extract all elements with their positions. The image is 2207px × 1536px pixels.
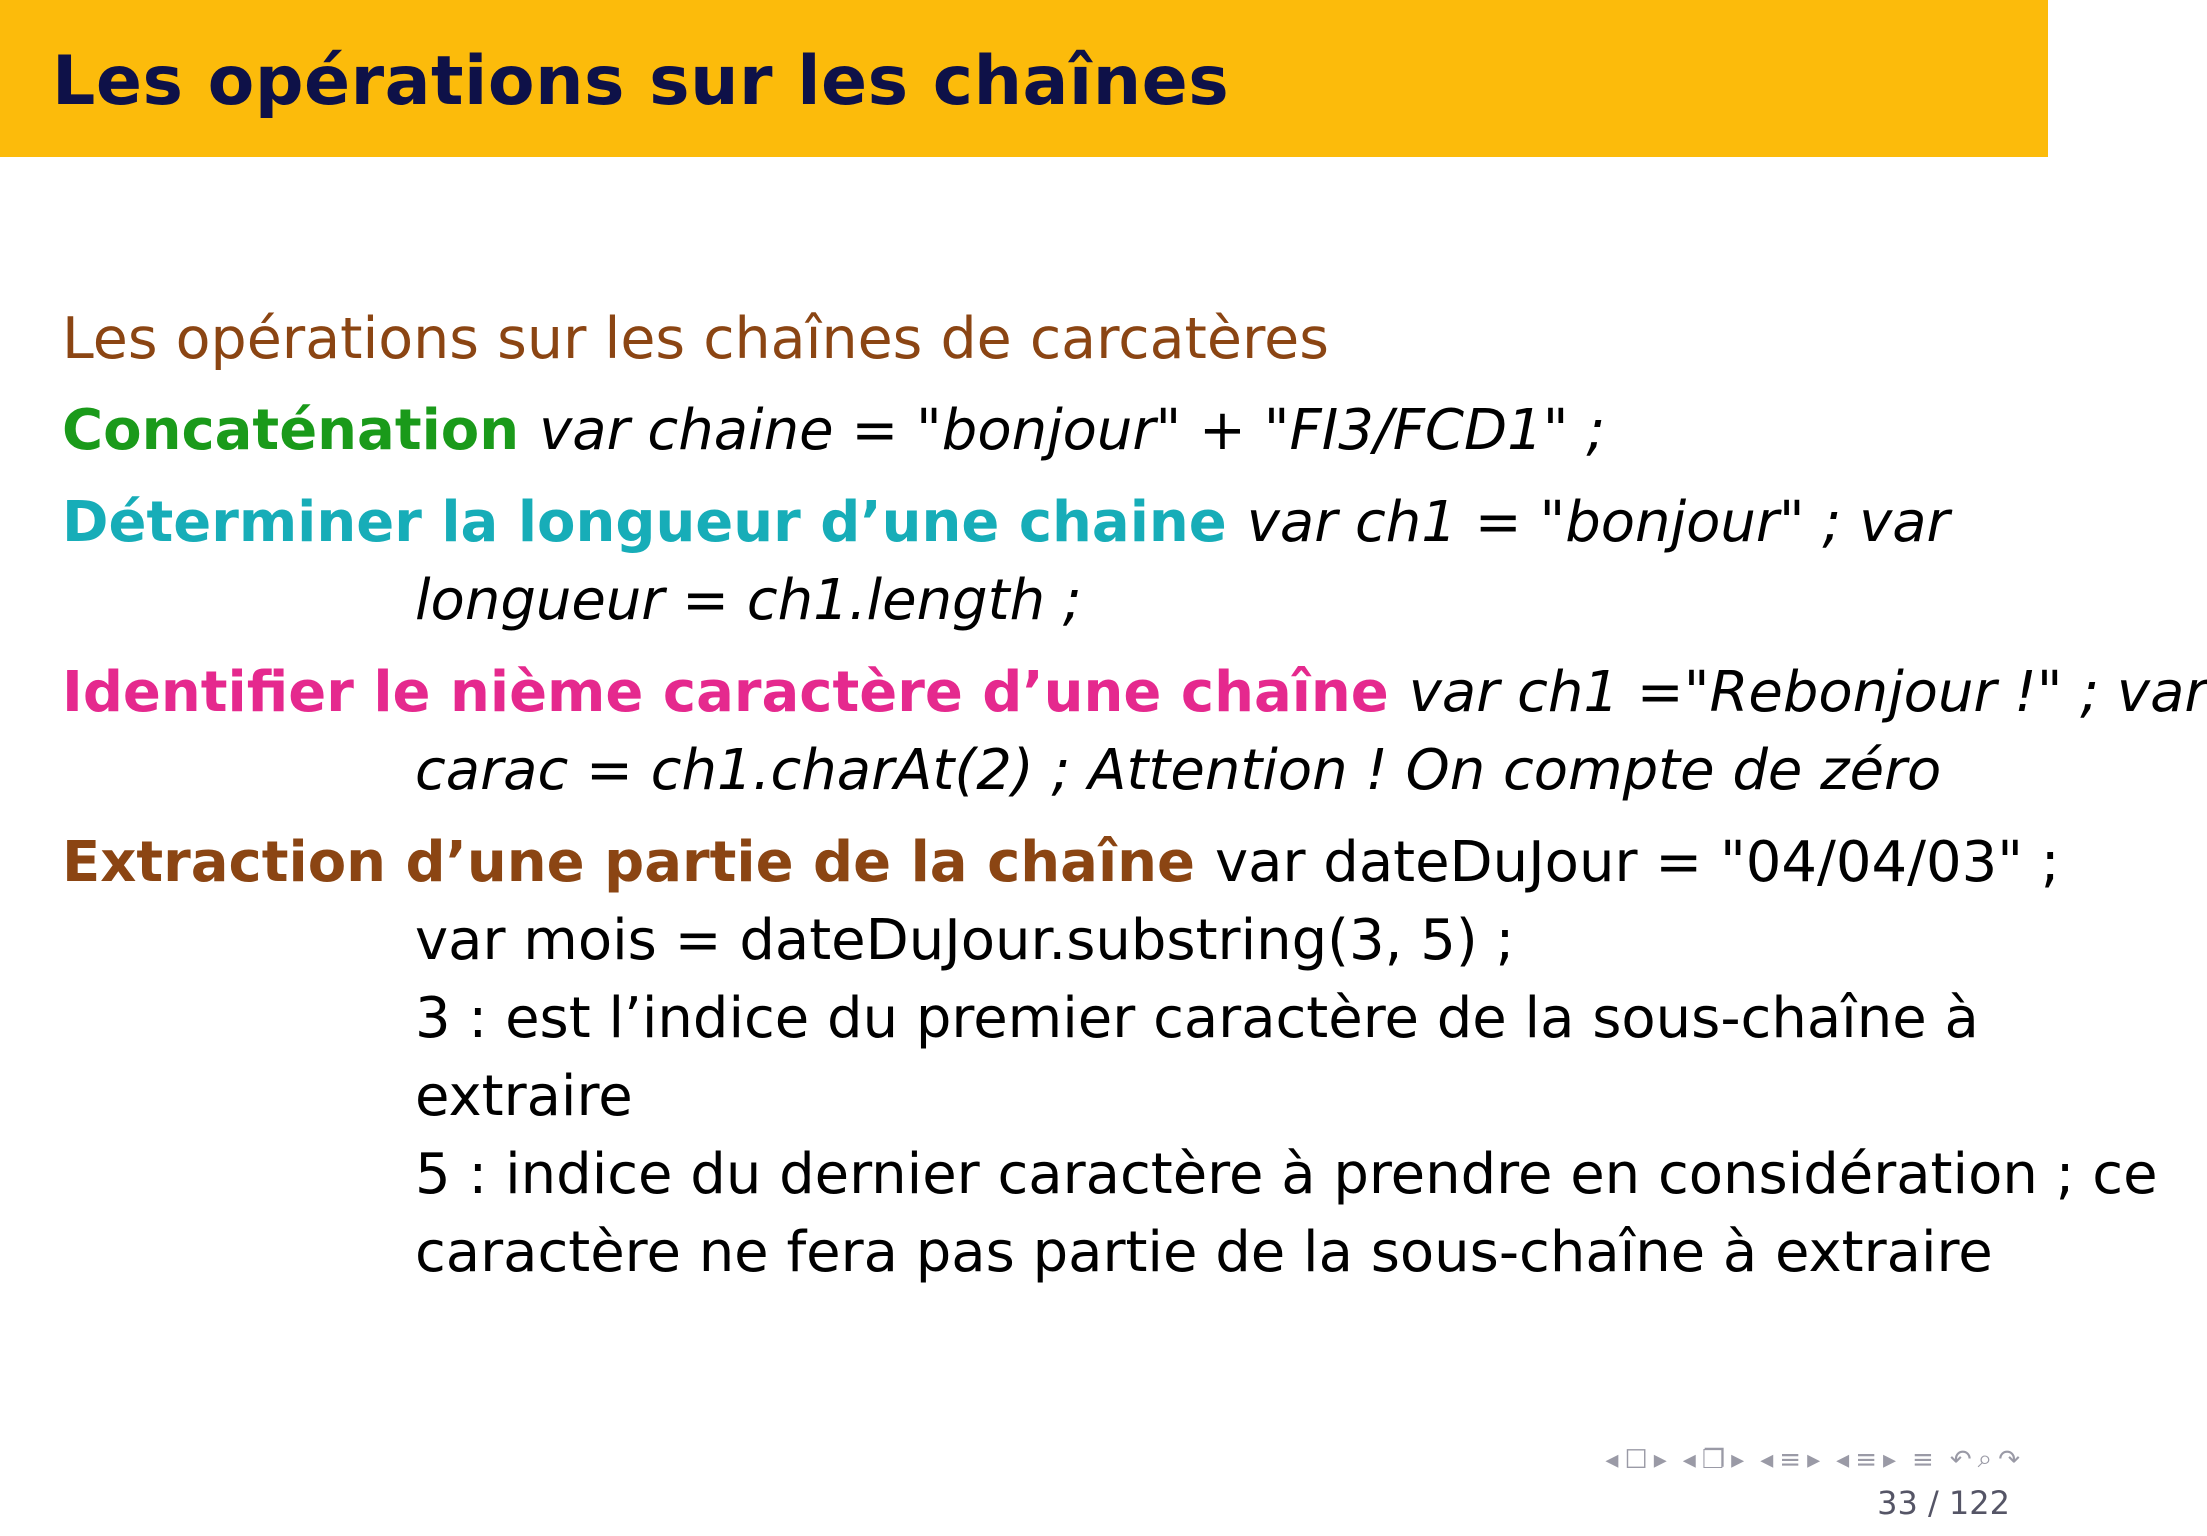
subsection-icon[interactable]: ❐: [1701, 1444, 1726, 1475]
back-icon[interactable]: ↶: [1949, 1444, 1972, 1475]
section-icon[interactable]: ≡: [1779, 1444, 1802, 1475]
slide-title: Les opérations sur les chaînes: [52, 42, 1230, 121]
item-charat: [62, 654, 2207, 810]
forward-icon[interactable]: ↷: [1998, 1444, 2020, 1475]
subsec-icon[interactable]: ≡: [1855, 1444, 1877, 1475]
substring-note-line4: caractère ne fera pas partie de la sous-chaîne à extraire: [415, 1220, 1993, 1285]
search-icon[interactable]: ⌕: [1977, 1444, 1993, 1474]
term-concatenation: Concaténation: [62, 398, 520, 463]
code-charat-line1: var ch1 ="Rebonjour !" ; var: [1408, 660, 2207, 725]
page-number: 33 / 122: [1877, 1484, 2010, 1522]
nav-frame-group: [1605, 1445, 1666, 1475]
toc-icon[interactable]: ≡: [1912, 1444, 1934, 1475]
nav-subsec-group: [1836, 1445, 1896, 1475]
item-substring: [62, 824, 2158, 1292]
code-charat-line2: carac = ch1.charAt(2) ; Attention ! On compte de zéro: [415, 738, 1942, 803]
slide-body: [62, 300, 2207, 1306]
slide-header: [0, 0, 2048, 157]
code-substring-line1: var dateDuJour = "04/04/03" ;: [1215, 830, 2060, 895]
subsec-prev-icon[interactable]: ◂: [1836, 1444, 1850, 1475]
item-concatenation: [62, 392, 2022, 470]
subsec-next-icon[interactable]: ▸: [1882, 1444, 1897, 1475]
substring-note-line3: 5 : indice du dernier caractère à prendre en considération ; ce: [415, 1142, 2158, 1207]
term-substring: Extraction d’une partie de la chaîne: [62, 830, 1195, 895]
subsection-prev-icon[interactable]: ◂: [1682, 1444, 1696, 1475]
code-substring-line2: var mois = dateDuJour.substring(3, 5) ;: [415, 908, 1515, 973]
subsection-next-icon[interactable]: ▸: [1731, 1444, 1745, 1475]
term-length: Déterminer la longueur d’une chaine: [62, 490, 1227, 555]
section-prev-icon[interactable]: ◂: [1760, 1444, 1774, 1475]
frame-next-icon[interactable]: ▸: [1653, 1444, 1667, 1475]
substring-note-line1: 3 : est l’indice du premier caractère de la sous-chaîne à: [415, 986, 1979, 1051]
term-charat: Identifier le nième caractère d’une chaîne: [62, 660, 1389, 725]
code-concatenation: var chaine = "bonjour" + "FI3/FCD1" ;: [539, 398, 1606, 463]
frame-icon[interactable]: ☐: [1624, 1444, 1648, 1475]
nav-subsection-group: [1683, 1445, 1744, 1475]
beamer-navigation: [1605, 1444, 2020, 1475]
nav-toc-group: [1912, 1445, 1934, 1475]
frame-prev-icon[interactable]: ◂: [1605, 1444, 1619, 1475]
nav-history-group: [1950, 1444, 2020, 1475]
item-length: [62, 484, 2022, 640]
section-next-icon[interactable]: ▸: [1807, 1444, 1821, 1475]
substring-note-line2: extraire: [415, 1064, 633, 1129]
code-length-line2: longueur = ch1.length ;: [415, 568, 1082, 633]
intro-text: Les opérations sur les chaînes de carcatères: [62, 306, 1329, 372]
nav-section-group: [1760, 1445, 1820, 1475]
code-length-line1: var ch1 = "bonjour" ; var: [1246, 490, 1950, 555]
